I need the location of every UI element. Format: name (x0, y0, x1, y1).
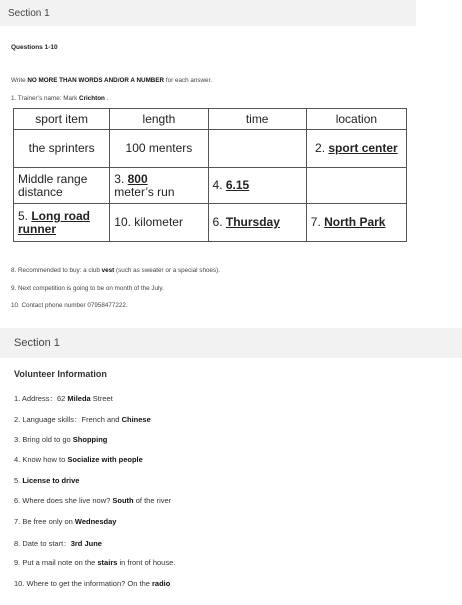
table-row (14, 130, 407, 168)
list-item: 1. Address：62 Mileda Street (14, 394, 113, 403)
section-header-bottom (0, 328, 462, 358)
table-cell: 5. Long road runner (14, 204, 110, 242)
table-header: length (110, 109, 208, 130)
question-1: 1. Trainer’s name: Mark Crichton . (11, 95, 109, 102)
table-cell: 4. 6.15 (208, 168, 306, 204)
list-item: 7. Be free only on Wednesday (14, 517, 117, 526)
section-title: Section 1 (14, 337, 60, 349)
answer-table (13, 108, 407, 242)
questions-heading: Questions 1-10 (11, 44, 58, 51)
question-8: 8. Recommended to buy: a club vest (such as sweater or a special shoes). (11, 267, 220, 274)
table-row (14, 204, 407, 242)
table-cell: the sprinters (14, 130, 110, 168)
answer-3: 800 (127, 171, 148, 186)
instruction-text: Write NO MORE THAN WORDS AND/OR A NUMBER for each answer. (11, 77, 213, 84)
table-header: location (306, 109, 406, 130)
table-header-row (14, 109, 407, 130)
table-cell (306, 168, 406, 204)
table-cell: 10. kilometer (110, 204, 208, 242)
table-cell: 7. North Park (306, 204, 406, 242)
answer-6: Thursday (225, 215, 280, 230)
table-row (14, 168, 407, 204)
list-item: 8. Date to start：3rd June (14, 539, 102, 548)
list-item: 4. Know how to Socialize with people (14, 455, 143, 464)
list-item: 6. Where does she live now? South of the river (14, 496, 172, 505)
section-header-top (0, 0, 416, 26)
question-9: 9. Next competition is going to be on month of the July. (11, 285, 164, 292)
answer-5: Long road runner (18, 208, 91, 236)
list-item: 9. Put a mail note on the stairs in front of house. (14, 558, 176, 567)
answer-7: North Park (324, 215, 386, 230)
table-cell: 6. Thursday (208, 204, 306, 242)
table-cell: 2. sport center (306, 130, 406, 168)
list-item: 2. Language skills：French and Chinese (14, 415, 151, 424)
volunteer-title: Volunteer Information (14, 369, 107, 379)
section-title: Section 1 (8, 8, 50, 19)
table-cell: 3. 800 meter’s run (110, 168, 208, 204)
answer-4: 6.15 (225, 178, 250, 193)
list-item: 5. License to drive (14, 476, 80, 485)
table-cell: Middle range distance (14, 168, 110, 204)
table-header: time (208, 109, 306, 130)
table-cell (208, 130, 306, 168)
table-cell: 100 menters (110, 130, 208, 168)
list-item: 3. Bring old to go Shopping (14, 435, 108, 444)
question-10: 10. Contact phone number 07958477222. (11, 302, 128, 309)
list-item: 10. Where to get the information? On the radio (14, 579, 171, 588)
answer-2: sport center (328, 141, 398, 156)
table-header: sport item (14, 109, 110, 130)
